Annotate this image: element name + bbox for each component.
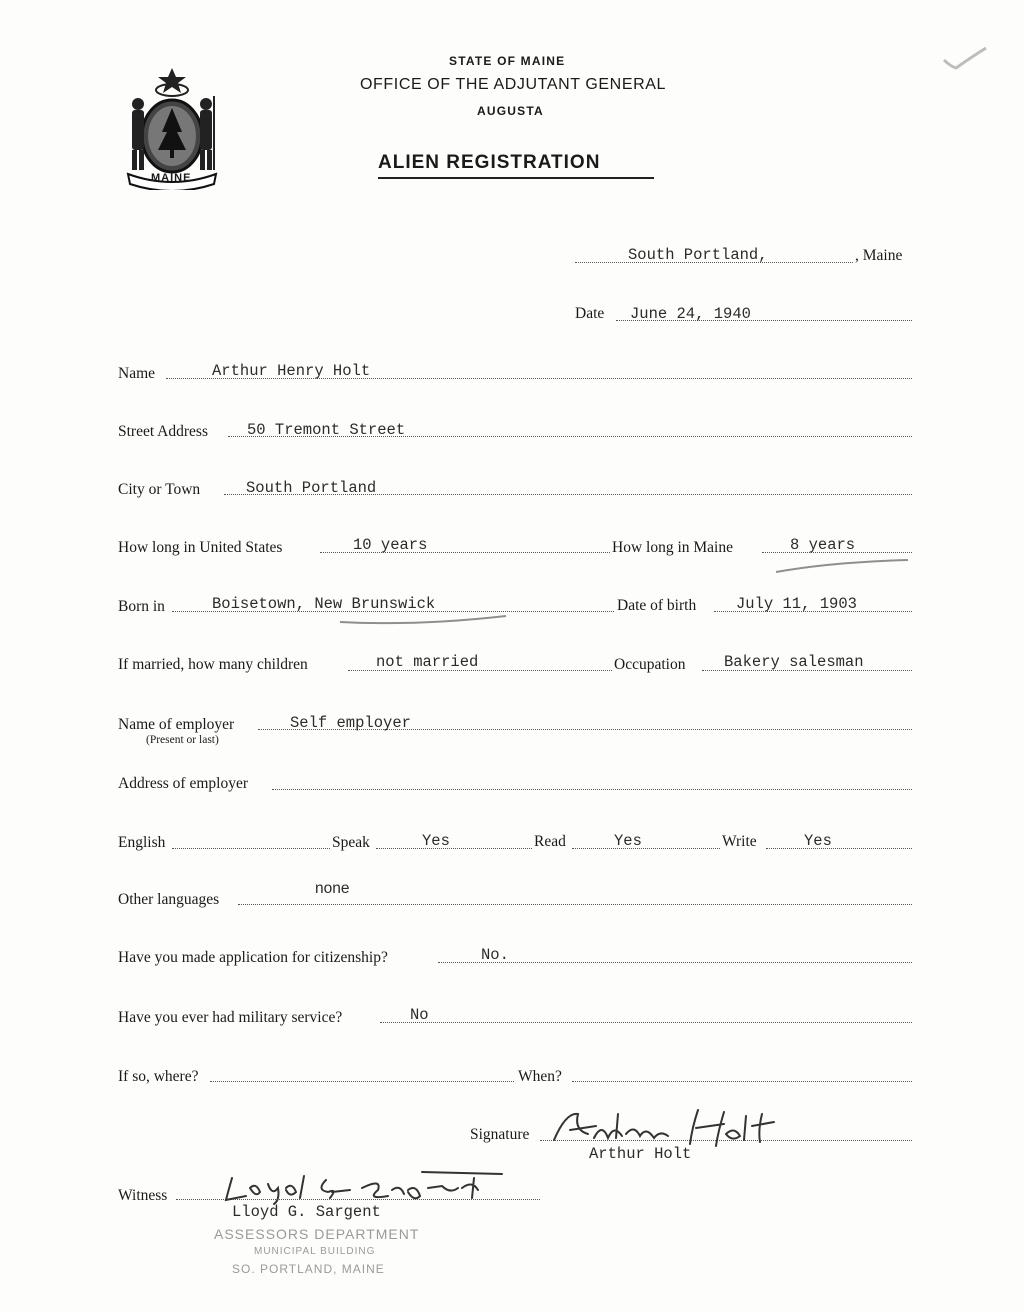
born-label: Born in	[118, 598, 165, 615]
read-line	[572, 848, 720, 849]
occupation-label: Occupation	[614, 656, 686, 673]
name-label: Name	[118, 365, 156, 382]
location-state: , Maine	[855, 247, 903, 264]
pencil-mark-born	[338, 612, 508, 628]
speak-label: Speak	[332, 834, 370, 851]
other-languages-label: Other languages	[118, 891, 220, 908]
city-value: South Portland	[246, 479, 377, 497]
english-label: English	[118, 834, 166, 851]
witness-signature-text	[232, 1176, 377, 1196]
witness-label: Witness	[118, 1187, 168, 1204]
signature-typed-name: Arthur Holt	[589, 1145, 692, 1163]
dob-value: July 11, 1903	[736, 595, 857, 613]
children-label: If married, how many children	[118, 656, 308, 673]
speak-value: Yes	[422, 832, 450, 850]
military-line	[380, 1022, 912, 1023]
years-maine-value: 8 years	[790, 536, 856, 554]
pencil-mark-maine	[772, 556, 912, 576]
years-maine-label: How long in Maine	[612, 539, 733, 556]
employer-address-line	[272, 789, 912, 790]
applicant-signature-text	[566, 1116, 666, 1136]
title-underline	[378, 177, 654, 179]
signature-label: Signature	[470, 1126, 530, 1143]
witness-typed-name: Lloyd G. Sargent	[232, 1203, 381, 1221]
city-label: City or Town	[118, 481, 201, 498]
where-label: If so, where?	[118, 1068, 199, 1085]
dob-label: Date of birth	[617, 597, 697, 614]
witness-stamp-line2: MUNICIPAL BUILDING	[254, 1246, 376, 1257]
years-us-label: How long in United States	[118, 539, 283, 556]
street-value: 50 Tremont Street	[247, 421, 406, 439]
when-label: When?	[518, 1068, 562, 1085]
location-city: South Portland,	[628, 246, 768, 264]
when-line	[572, 1081, 912, 1082]
witness-stamp-line3: SO. PORTLAND, MAINE	[232, 1262, 385, 1276]
office-heading: OFFICE OF THE ADJUTANT GENERAL	[360, 76, 667, 93]
state-heading: STATE OF MAINE	[449, 54, 566, 68]
street-label: Street Address	[118, 423, 208, 440]
occupation-value: Bakery salesman	[724, 653, 864, 671]
seal-banner-text: MAINE	[151, 172, 192, 184]
speak-line	[376, 848, 532, 849]
other-languages-value: none	[315, 880, 350, 897]
employer-address-label: Address of employer	[118, 775, 248, 792]
city-heading: AUGUSTA	[477, 104, 544, 118]
write-label: Write	[722, 833, 757, 850]
citizenship-value: No.	[481, 946, 509, 964]
read-label: Read	[534, 833, 566, 850]
military-label: Have you ever had military service?	[118, 1009, 343, 1026]
born-value: Boisetown, New Brunswick	[212, 595, 436, 613]
other-languages-line	[238, 904, 912, 905]
date-label: Date	[575, 305, 605, 322]
name-value: Arthur Henry Holt	[212, 362, 371, 380]
military-value: No	[410, 1006, 429, 1024]
employer-sublabel: (Present or last)	[146, 734, 219, 746]
citizenship-line	[438, 962, 912, 963]
citizenship-label: Have you made application for citizenship?	[118, 949, 388, 966]
where-line	[210, 1081, 514, 1082]
read-value: Yes	[614, 832, 642, 850]
write-value: Yes	[804, 832, 832, 850]
children-value: not married	[376, 653, 479, 671]
write-line	[766, 848, 912, 849]
employer-value: Self employer	[290, 714, 411, 732]
form-title: ALIEN REGISTRATION	[378, 152, 601, 173]
date-value: June 24, 1940	[630, 305, 751, 323]
check-mark-icon	[940, 44, 990, 74]
years-us-value: 10 years	[353, 536, 428, 554]
witness-stamp-line1: ASSESSORS DEPARTMENT	[214, 1226, 420, 1242]
english-line	[172, 848, 330, 849]
employer-label: Name of employer	[118, 716, 235, 733]
